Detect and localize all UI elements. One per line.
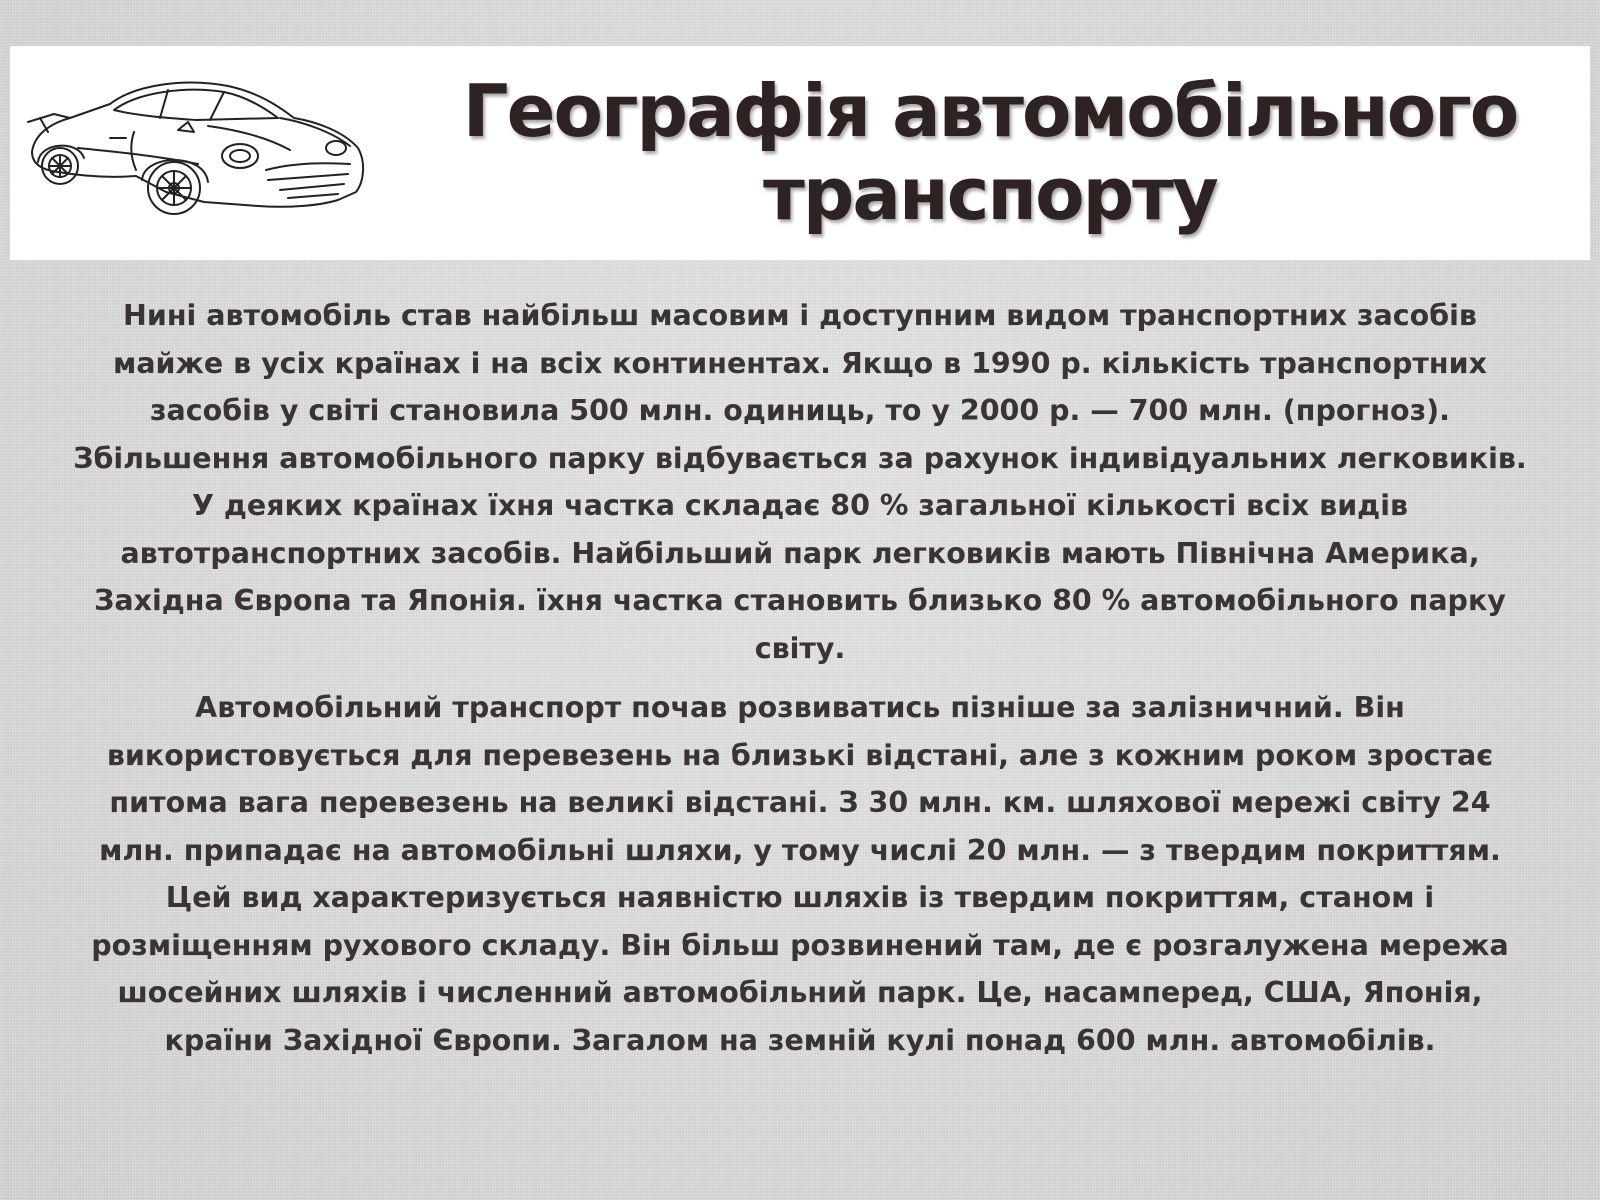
body-paragraph-1: Нині автомобіль став найбільш масовим і доступним видом транспортних засобів майже в усіх країнах і на всіх континентах. Якщо в 1990 р. кількість транспортних засобів у світі становила 500 млн. одиниць, то у 2000 р. — 700 млн. (прогноз). Збільшення автомобільного парку відбувається за рахунок індивідуальних легковиків. У деяких країнах їхня частка складає 80 % загальної кількості всіх видів автотранспортних засобів. Найбільший парк легковиків мають Північна Америка, Західна Європа та Японія. їхня частка становить близько 80 % автомобільного парку світу. [73, 299, 1527, 665]
sports-car-icon [18, 52, 378, 232]
slide-title: Географія автомобільного транспорту [462, 69, 1518, 236]
body-paragraph-2: Автомобільний транспорт почав розвиватись пізніше за залізничний. Він використовується для перевезень на близькі відстані, але з кожним роком зростає питома вага перевезень на великі відстані. З 30 млн. км. шляхової мережі світу 24 млн. припадає на автомобільні шляхи, у тому числі 20 млн. — з твердим покриттям. Цей вид характеризується наявністю шляхів із твердим покриттям, станом і розміщенням рухового складу. Він більш розвинений там, де є розгалужена мережа шосейних шляхів і численний автомобільний парк. Це, насамперед, США, Японія, країни Західної Європи. Загалом на земній кулі понад 600 млн. автомобілів. [91, 691, 1509, 1057]
slide-body [70, 292, 1530, 1064]
